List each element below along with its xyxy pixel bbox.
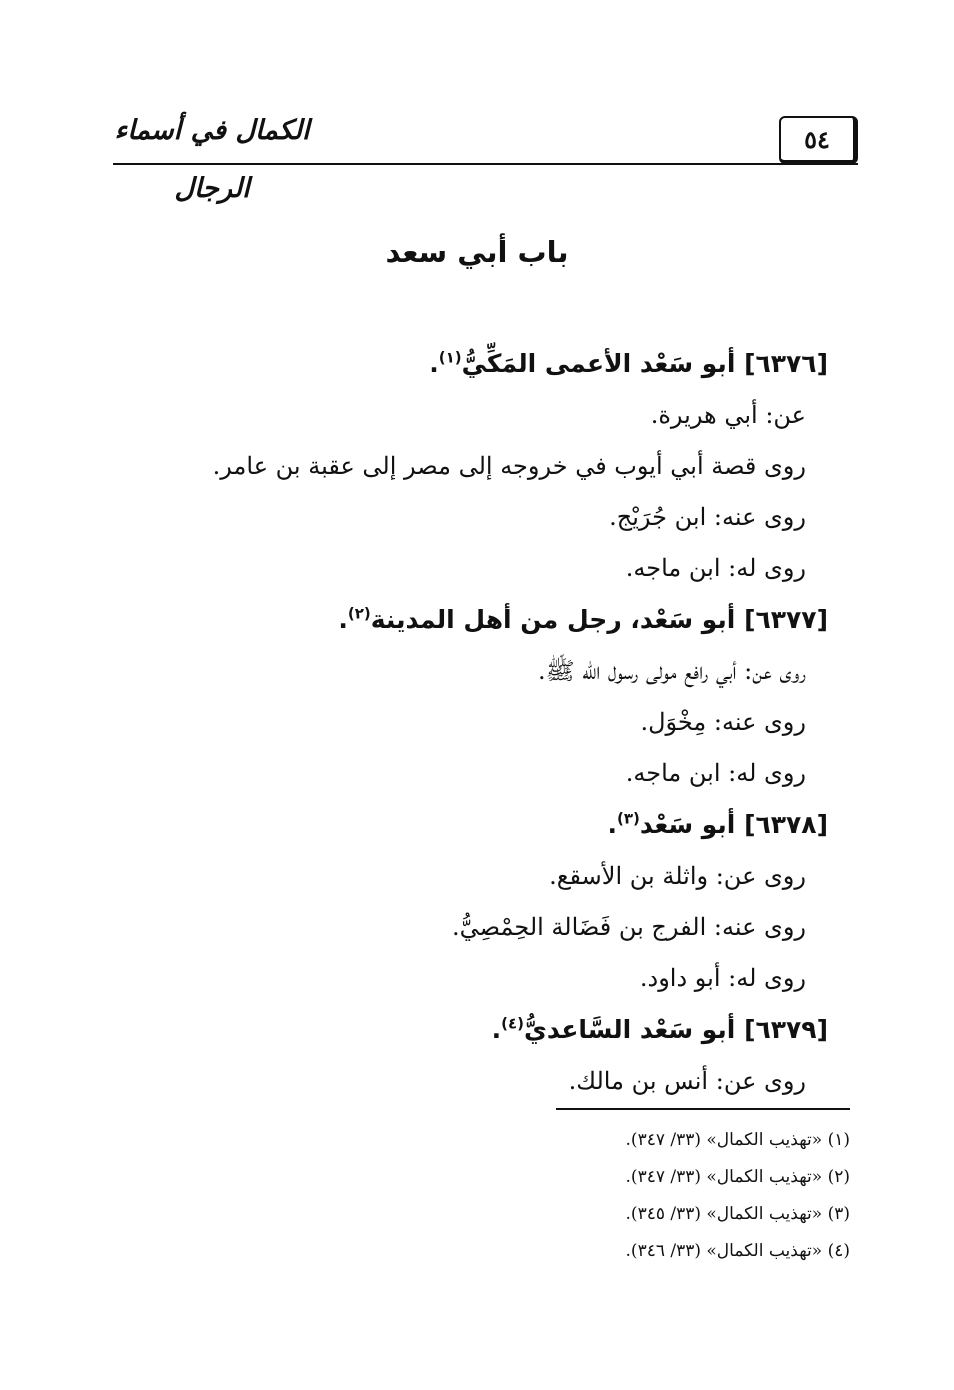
entry-line: روى عنه: الفرج بن فَضَالة الحِمْصِيُّ. bbox=[452, 913, 806, 941]
header-divider bbox=[113, 163, 858, 165]
footnote-ref: (١) bbox=[438, 348, 462, 367]
entry-line: روى عن: أبي رافع مولى رسول الله ﷺ. bbox=[538, 657, 806, 685]
footnote: (٢) «تهذيب الكمال» (٣٣/ ٣٤٧). bbox=[625, 1167, 850, 1187]
entry-line: روى له: أبو داود. bbox=[639, 964, 806, 992]
entry bbox=[130, 338, 828, 594]
footnotes bbox=[350, 1122, 850, 1270]
entry bbox=[130, 799, 828, 1004]
entry-line: روى قصة أبي أيوب في خروجه إلى مصر إلى عقبة بن عامر. bbox=[212, 452, 806, 480]
footnote-ref: (٢) bbox=[347, 604, 371, 623]
entry-heading: [٦٣٧٦] أبو سَعْد الأعمى المَكِّيُّ$^{(١)}$. bbox=[429, 348, 828, 378]
entry-heading: [٦٣٧٩] أبو سَعْد السَّاعديُّ$^{(٤)}$. bbox=[491, 1014, 828, 1044]
entry-line: عن: أبي هريرة. bbox=[650, 401, 806, 429]
entry-heading: [٦٣٧٨] أبو سَعْد$^{(٣)}$. bbox=[607, 809, 828, 839]
footnote: (٣) «تهذيب الكمال» (٣٣/ ٣٤٥). bbox=[625, 1204, 850, 1224]
footnote-ref: (٣) bbox=[617, 809, 640, 828]
footnote: (١) «تهذيب الكمال» (٣٣/ ٣٤٧). bbox=[625, 1130, 850, 1150]
entry-line: روى عن: أنس بن مالك. bbox=[568, 1067, 806, 1095]
footnote-ref: (٤) bbox=[501, 1014, 524, 1033]
entry-line: روى له: ابن ماجه. bbox=[625, 554, 806, 582]
chapter-title: باب أبي سعد bbox=[385, 235, 569, 269]
entry-line: روى عنه: مِخْوَل. bbox=[640, 708, 806, 736]
entry-line: روى عن: واثلة بن الأسقع. bbox=[549, 862, 806, 890]
entry-line: روى عنه: ابن جُرَيْج. bbox=[609, 503, 806, 531]
entry-heading: [٦٣٧٧] أبو سَعْد، رجل من أهل المدينة$^{(٢)}$. bbox=[338, 604, 828, 634]
entry bbox=[130, 1004, 828, 1107]
page-number: ٥٤ bbox=[779, 116, 858, 164]
entry bbox=[130, 594, 828, 799]
entry-line: روى له: ابن ماجه. bbox=[625, 759, 806, 787]
entries-list bbox=[130, 338, 828, 1107]
footnote-divider bbox=[556, 1108, 850, 1110]
footnote: (٤) «تهذيب الكمال» (٣٣/ ٣٤٦). bbox=[625, 1241, 850, 1261]
running-title: الكمال في أسماء الرجال bbox=[114, 115, 310, 204]
